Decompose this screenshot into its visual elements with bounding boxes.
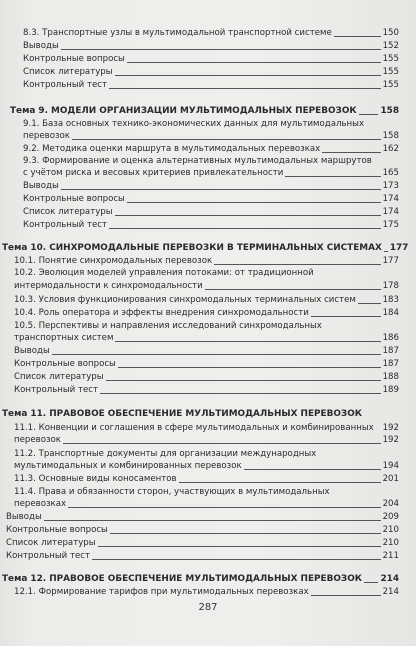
toc-entry-11-2	[14, 449, 316, 460]
toc-entry-label: Контрольный тест	[23, 220, 107, 230]
dot-leader	[205, 289, 381, 290]
toc-page-number: 187	[382, 359, 399, 369]
toc-page-number: 175	[382, 220, 399, 230]
toc-entry-11-4-continuation	[14, 499, 399, 510]
toc-page-number: 204	[382, 499, 399, 509]
toc-page-number: 158	[380, 106, 399, 116]
toc-entry-label: 9.1. База основных технико-экономических данных для мультимодальных	[23, 119, 365, 129]
dot-leader	[311, 316, 381, 317]
toc-entry-test	[6, 551, 399, 562]
toc-page-number: 188	[382, 372, 399, 382]
dot-leader	[244, 469, 381, 470]
toc-entry-label: 10.3. Условия функционирования синхромодальных терминальных систем	[14, 295, 356, 305]
toc-page-number: 183	[382, 295, 399, 305]
toc-entry-conclusions	[14, 346, 399, 357]
toc-page-number: 209	[382, 512, 399, 522]
dot-leader	[359, 114, 379, 115]
dot-leader	[322, 152, 380, 153]
toc-page-number: 210	[382, 538, 399, 548]
toc-entry-10-2	[14, 268, 314, 279]
toc-entry-label: 10.2. Эволюция моделей управления потоками: от традиционной	[14, 268, 314, 278]
dot-leader	[72, 139, 381, 140]
dot-leader	[61, 189, 381, 190]
toc-entry-label-continuation: мультимодальных и комбинированных перевозок	[14, 461, 242, 471]
toc-topic-title: Тема 10. СИНХРОМОДАЛЬНЫЕ ПЕРЕВОЗКИ В ТЕРМИНАЛЬНЫХ СИСТЕМАХ	[2, 243, 382, 253]
toc-entry-conclusions	[23, 181, 399, 192]
toc-entry-label: Список литературы	[23, 207, 113, 217]
toc-entry-label: 9.2. Методика оценки маршрута в мультимодальных перевозках	[23, 144, 321, 154]
toc-entry-label: Выводы	[14, 346, 50, 356]
dot-leader	[115, 341, 380, 342]
toc-entry-label: 11.4. Права и обязанности сторон, участвующих в мультимодальных	[14, 487, 330, 497]
toc-entry-label-continuation: перевозок	[14, 435, 61, 445]
dot-leader	[179, 482, 381, 483]
dot-leader	[384, 251, 388, 252]
toc-entry-label: 12.1. Формирование тарифов при мультимодальных перевозках	[14, 587, 309, 597]
toc-page-number: 158	[382, 131, 399, 141]
toc-entry-11-2-continuation	[14, 461, 399, 472]
toc-entry-label: 9.3. Формирование и оценка альтернативных мультимодальных маршрутов	[23, 156, 372, 166]
toc-page-number: 152	[382, 41, 399, 51]
toc-topic-9	[10, 106, 399, 117]
dot-leader	[311, 595, 381, 596]
toc-entry-9-1-continuation	[23, 131, 399, 142]
toc-topic-title: Тема 12. ПРАВОВОЕ ОБЕСПЕЧЕНИЕ МУЛЬТИМОДАЛЬНЫХ ПЕРЕВОЗОК	[2, 574, 363, 584]
dot-leader	[63, 443, 381, 444]
toc-entry-label: 10.5. Перспективы и направления исследований синхромодальных	[14, 321, 322, 331]
toc-entry-label: Контрольные вопросы	[6, 525, 108, 535]
toc-entry-12-1	[14, 587, 399, 598]
dot-leader	[110, 533, 381, 534]
toc-entry-references	[23, 67, 399, 78]
toc-entry-10-4	[14, 308, 399, 319]
toc-entry-references	[14, 372, 399, 383]
toc-page-number: 155	[382, 67, 399, 77]
toc-entry-label: Контрольный тест	[6, 551, 90, 561]
toc-page-number: 155	[382, 54, 399, 64]
toc-entry-references	[23, 207, 399, 218]
toc-entry-label: Список литературы	[14, 372, 104, 382]
toc-entry-label: Контрольные вопросы	[23, 194, 125, 204]
toc-topic-12	[2, 574, 399, 585]
toc-entry-10-2-continuation	[14, 281, 399, 292]
toc-entry-label-continuation: перевозках	[14, 499, 67, 509]
toc-entry-conclusions	[23, 41, 399, 52]
toc-entry-11-4	[14, 487, 330, 498]
toc-topic-title: Тема 11. ПРАВОВОЕ ОБЕСПЕЧЕНИЕ МУЛЬТИМОДАЛЬНЫХ ПЕРЕВОЗОК	[2, 409, 363, 419]
toc-topic-10	[2, 243, 409, 254]
toc-page-number: 211	[382, 551, 399, 561]
toc-entry-label: 11.1. Конвенции и соглашения в сфере мультимодальных и комбинированных	[14, 423, 374, 433]
toc-page-number: 214	[380, 574, 399, 584]
toc-page-number: 210	[382, 525, 399, 535]
dot-leader	[100, 393, 381, 394]
dot-leader	[115, 75, 381, 76]
dot-leader	[68, 507, 381, 508]
toc-page-number: 214	[382, 587, 399, 597]
toc-entry-label: Контрольный тест	[23, 80, 107, 90]
toc-page-number: 184	[382, 308, 399, 318]
toc-page-number: 162	[382, 144, 399, 154]
toc-topic-title: Тема 9. МОДЕЛИ ОРГАНИЗАЦИИ МУЛЬТИМОДАЛЬНЫХ ПЕРЕВОЗОК	[10, 106, 357, 116]
toc-entry-10-1	[14, 256, 399, 267]
toc-entry-label: Контрольный тест	[14, 385, 98, 395]
dot-leader	[115, 215, 381, 216]
toc-entry-9-3	[23, 156, 372, 167]
toc-entry-11-1-continuation	[14, 435, 399, 446]
toc-page-number: 173	[382, 181, 399, 191]
toc-page-number: 187	[382, 346, 399, 356]
dot-leader	[358, 303, 381, 304]
toc-entry-8-3	[23, 28, 399, 39]
toc-page-number: 192	[382, 423, 399, 433]
toc-entry-10-3	[14, 295, 399, 306]
toc-entry-conclusions	[6, 512, 399, 523]
toc-page-number: 155	[382, 80, 399, 90]
dot-leader	[285, 176, 380, 177]
toc-entry-label-continuation: транспортных систем	[14, 333, 114, 343]
toc-entry-questions	[6, 525, 399, 536]
toc-page-number: 194	[382, 461, 399, 471]
dot-leader	[92, 559, 381, 560]
toc-entry-10-5-continuation	[14, 333, 399, 344]
dot-leader	[334, 36, 381, 37]
dot-leader	[44, 520, 381, 521]
toc-entry-questions	[23, 194, 399, 205]
toc-topic-11-page	[2, 423, 399, 434]
dot-leader	[61, 49, 381, 50]
toc-entry-label: Выводы	[6, 512, 42, 522]
toc-page-number: 174	[382, 194, 399, 204]
toc-entry-questions	[23, 54, 399, 65]
toc-entry-11-3	[14, 474, 399, 485]
toc-entry-label: Выводы	[23, 181, 59, 191]
dot-leader	[127, 62, 381, 63]
toc-page-number: 177	[389, 243, 409, 253]
toc-page-number: 178	[382, 281, 399, 291]
toc-entry-9-2	[23, 144, 399, 155]
dot-leader	[109, 228, 381, 229]
dot-leader	[364, 582, 378, 583]
toc-entry-questions	[14, 359, 399, 370]
dot-leader	[109, 88, 381, 89]
dot-leader	[214, 264, 380, 265]
toc-entry-test	[23, 80, 399, 91]
page-number: 287	[198, 602, 218, 613]
toc-page-number: 150	[382, 28, 399, 38]
toc-entry-9-1	[23, 119, 364, 130]
dot-leader	[98, 546, 381, 547]
toc-entry-label: 11.3. Основные виды коносаментов	[14, 474, 177, 484]
dot-leader	[127, 202, 381, 203]
toc-entry-label-continuation: интермодальности к синхромодальности	[14, 281, 203, 291]
toc-entry-references	[6, 538, 399, 549]
toc-entry-label-continuation: перевозок	[23, 131, 70, 141]
dot-leader	[118, 367, 381, 368]
toc-page-number: 192	[382, 435, 399, 445]
toc-entry-10-5	[14, 321, 322, 332]
toc-entry-test	[23, 220, 399, 231]
dot-leader	[106, 380, 381, 381]
toc-entry-label: Список литературы	[23, 67, 113, 77]
toc-page-number: 186	[382, 333, 399, 343]
toc-page-number: 189	[382, 385, 399, 395]
toc-entry-label: 11.2. Транспортные документы для организации международных	[14, 449, 317, 459]
toc-entry-label: Список литературы	[6, 538, 96, 548]
toc-entry-label: 10.1. Понятие синхромодальных перевозок	[14, 256, 213, 266]
toc-entry-label: 10.4. Роль оператора и эффекты внедрения синхромодальности	[14, 308, 309, 318]
toc-topic-11	[2, 409, 399, 420]
toc-entry-9-3-continuation	[23, 168, 399, 179]
toc-entry-test	[14, 385, 399, 396]
toc-page-number: 174	[382, 207, 399, 217]
toc-page-number: 201	[382, 474, 399, 484]
toc-entry-label: 8.3. Транспортные узлы в мультимодальной транспортной системе	[23, 28, 332, 38]
dot-leader	[52, 354, 381, 355]
toc-page-number: 165	[382, 168, 399, 178]
toc-entry-label-continuation: с учётом риска и весовых критериев привлекательности	[23, 168, 284, 178]
toc-page-number: 177	[382, 256, 399, 266]
toc-entry-label: Контрольные вопросы	[14, 359, 116, 369]
toc-entry-label: Выводы	[23, 41, 59, 51]
toc-entry-label: Контрольные вопросы	[23, 54, 125, 64]
